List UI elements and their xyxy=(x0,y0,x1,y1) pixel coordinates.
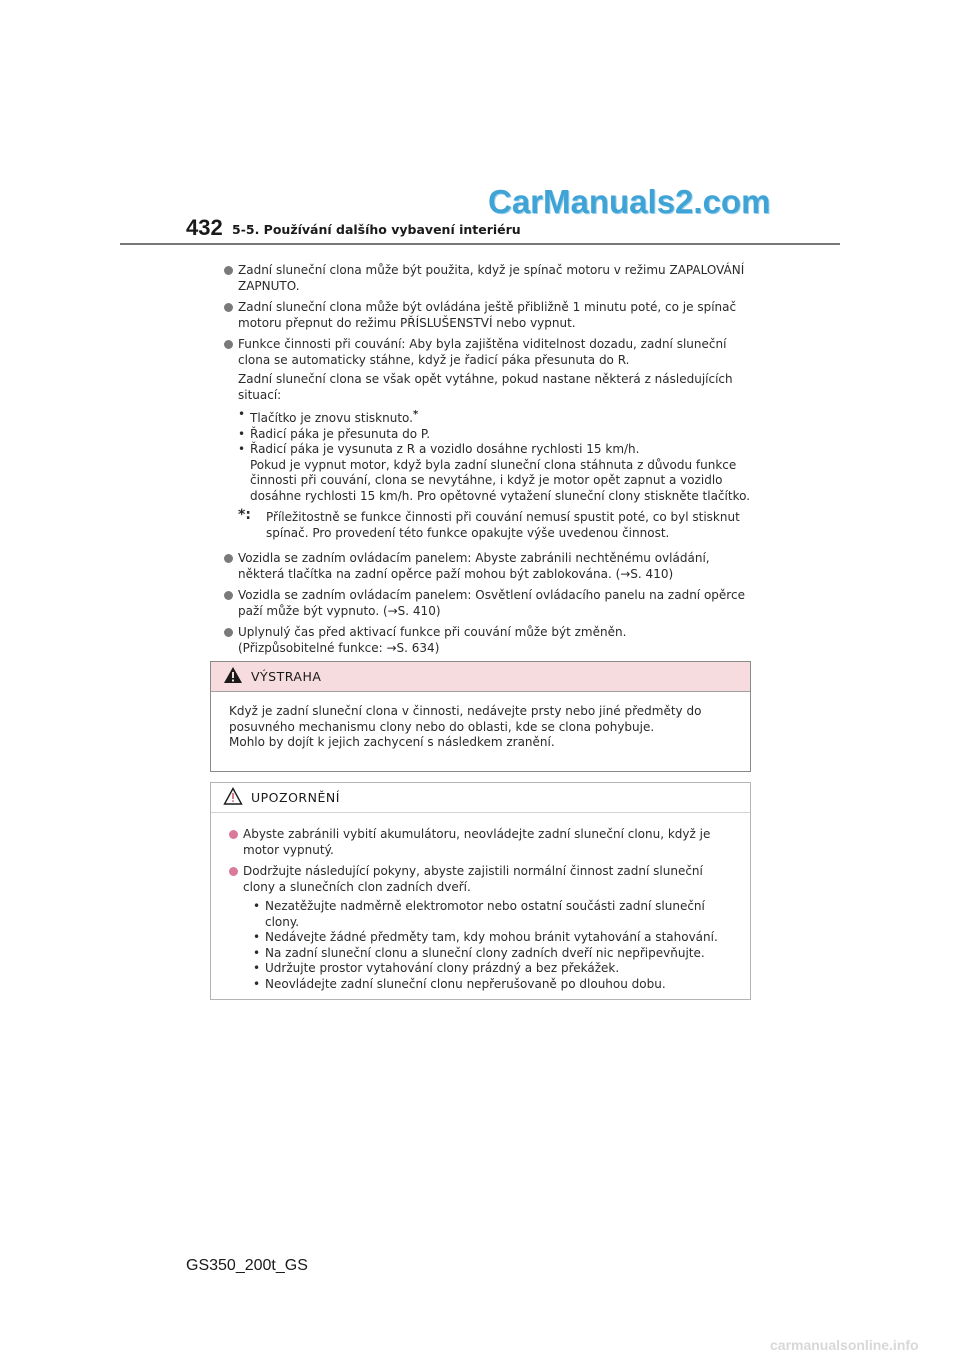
bullet-text: Zadní sluneční clona může být ovládána ještě přibližně 1 minutu poté, co je spínač motoru přepnut do režimu PŘÍSLUŠENSTVÍ nebo vypnut. xyxy=(238,300,737,330)
footnote xyxy=(238,507,751,541)
notice-box xyxy=(210,782,751,1000)
bullet-item xyxy=(224,588,751,619)
bullet-text: Dodržujte následující pokyny, abyste zajistili normální činnost zadní sluneční clony a slunečních clon zadních dveří. xyxy=(243,864,703,894)
bullet-dot-icon xyxy=(229,867,238,876)
list-item: • Řadicí páka je vysunuta z R a vozidlo dosáhne rychlosti 15 km/h. xyxy=(238,442,640,456)
page-number: 432 xyxy=(186,215,223,240)
watermark-logo: CarManuals2.com xyxy=(488,183,771,220)
list-item-text: Na zadní sluneční clonu a sluneční clony zadních dveří nic nepřipevňujte. xyxy=(265,945,705,960)
notice-body xyxy=(211,813,750,992)
list-item-text: Neovládejte zadní sluneční clonu nepřerušovaně po dlouhou dobu. xyxy=(265,976,666,991)
warning-text: Když je zadní sluneční clona v činnosti, nedávejte prsty nebo jiné předměty do posuvného mechanismu clony nebo do oblasti, kde se clona pohybuje. xyxy=(229,704,702,734)
bullet-dot-icon xyxy=(224,266,233,275)
footer-watermark: carmanualsonline.info xyxy=(770,1337,919,1353)
bullet-item xyxy=(224,551,751,582)
bullet-text: Vozidla se zadním ovládacím panelem: Osvětlení ovládacího panelu na zadní opěrce paží může být vypnuto. (→S. 410) xyxy=(238,588,745,618)
warning-text: Mohlo by dojít k jejich zachycení s následkem zranění. xyxy=(229,735,555,749)
bullet-item xyxy=(224,300,751,331)
bullet-text: Vozidla se zadním ovládacím panelem: Abyste zabránili nechtěnému ovládání, některá tlačítka na zadní opěrce paží mohou být zablokována. (→S. 410) xyxy=(238,551,710,581)
footnote-text: Příležitostně se funkce činnosti při couvání nemusí spustit poté, co byl stisknut spínač. Pro provedení této funkce opakujte výše uvedenou činnost. xyxy=(266,510,740,540)
list-item-text: Nedávejte žádné předměty tam, kdy mohou bránit vytahování a stahování. xyxy=(265,930,718,944)
warning-body xyxy=(211,692,750,751)
list-item-text: Nezatěžujte nadměrně elektromotor nebo ostatní součásti zadní sluneční clony. xyxy=(265,899,705,929)
bullet-dot-icon xyxy=(224,628,233,637)
bullet-item xyxy=(229,864,732,895)
reverse-intro: Zadní sluneční clona se však opět vytáhne, pokud nastane některá z následujících situací: xyxy=(238,372,733,402)
list-item-text: Řadicí páka je vysunuta z R a vozidlo dosáhne rychlosti 15 km/h. xyxy=(250,442,640,456)
list-item-continuation: Pokud je vypnut motor, když byla zadní sluneční clona stáhnuta z důvodu funkce činnosti při couvání, clona se nevytáhne, i když je motor opět zapnut a vozidlo dosáhne rychlosti 15 km/h. Pro opětovné vytažení sluneční clony stiskněte tlačítko. xyxy=(250,457,751,503)
caution-triangle-icon xyxy=(223,787,243,809)
list-item: • Nezatěžujte nadměrně elektromotor nebo ostatní součásti zadní sluneční clony. xyxy=(253,899,705,929)
reverse-conditions xyxy=(224,407,751,504)
list-item: • Neovládejte zadní sluneční clonu nepřerušovaně po dlouhou dobu. xyxy=(253,976,666,991)
bullet-text: (Přizpůsobitelné funkce: →S. 634) xyxy=(238,640,440,655)
bullet-text: Uplynulý čas před aktivací funkce při couvání může být změněn. xyxy=(238,625,627,639)
section-title: 5-5. Používání dalšího vybavení interiéru xyxy=(232,222,521,237)
list-item-text: Řadicí páka je přesunuta do P. xyxy=(250,426,431,441)
list-item: • Na zadní sluneční clonu a sluneční clony zadních dveří nic nepřipevňujte. xyxy=(253,945,705,960)
main-content xyxy=(224,263,751,662)
list-item: • Tlačítko je znovu stisknuto.* xyxy=(238,407,419,425)
list-item-text: Udržujte prostor vytahování clony prázdný a bez překážek. xyxy=(265,961,620,975)
list-item-text: Tlačítko je znovu stisknuto. xyxy=(250,411,413,425)
bullet-dot-icon xyxy=(224,340,233,349)
warning-triangle-icon xyxy=(223,666,243,688)
bullet-text: Funkce činnosti při couvání: Aby byla zajištěna viditelnost dozadu, zadní sluneční clona se automaticky stáhne, když je řadicí páka přesunuta do R. xyxy=(238,337,727,367)
bullet-dot-icon xyxy=(224,591,233,600)
bullet-text: Abyste zabránili vybití akumulátoru, neovládejte zadní sluneční clonu, když je motor vypnutý. xyxy=(243,827,711,857)
header-divider xyxy=(120,243,840,245)
warning-box xyxy=(210,661,751,772)
notice-header xyxy=(211,783,750,813)
bullet-item xyxy=(224,263,751,294)
notice-title: UPOZORNĚNÍ xyxy=(251,790,340,805)
footnote-marker: *: xyxy=(238,507,251,523)
footer-model: GS350_200t_GS xyxy=(186,1257,308,1274)
warning-title: VÝSTRAHA xyxy=(251,669,322,684)
bullet-text: Zadní sluneční clona může být použita, když je spínač motoru v režimu ZAPALOVÁNÍ ZAPNUTO. xyxy=(238,263,745,293)
bullet-item xyxy=(224,625,751,656)
list-item: • Řadicí páka je přesunuta do P. xyxy=(238,426,431,441)
bullet-item xyxy=(224,337,751,368)
notice-list xyxy=(229,899,732,992)
list-item: • Nedávejte žádné předměty tam, kdy mohou bránit vytahování a stahování. xyxy=(253,930,718,944)
warning-header xyxy=(211,662,750,692)
bullet-dot-icon xyxy=(224,554,233,563)
bullet-dot-icon xyxy=(229,830,238,839)
bullet-item xyxy=(229,827,732,858)
bullet-dot-icon xyxy=(224,303,233,312)
list-item: • Udržujte prostor vytahování clony prázdný a bez překážek. xyxy=(253,961,620,975)
footnote-mark: * xyxy=(412,409,419,420)
